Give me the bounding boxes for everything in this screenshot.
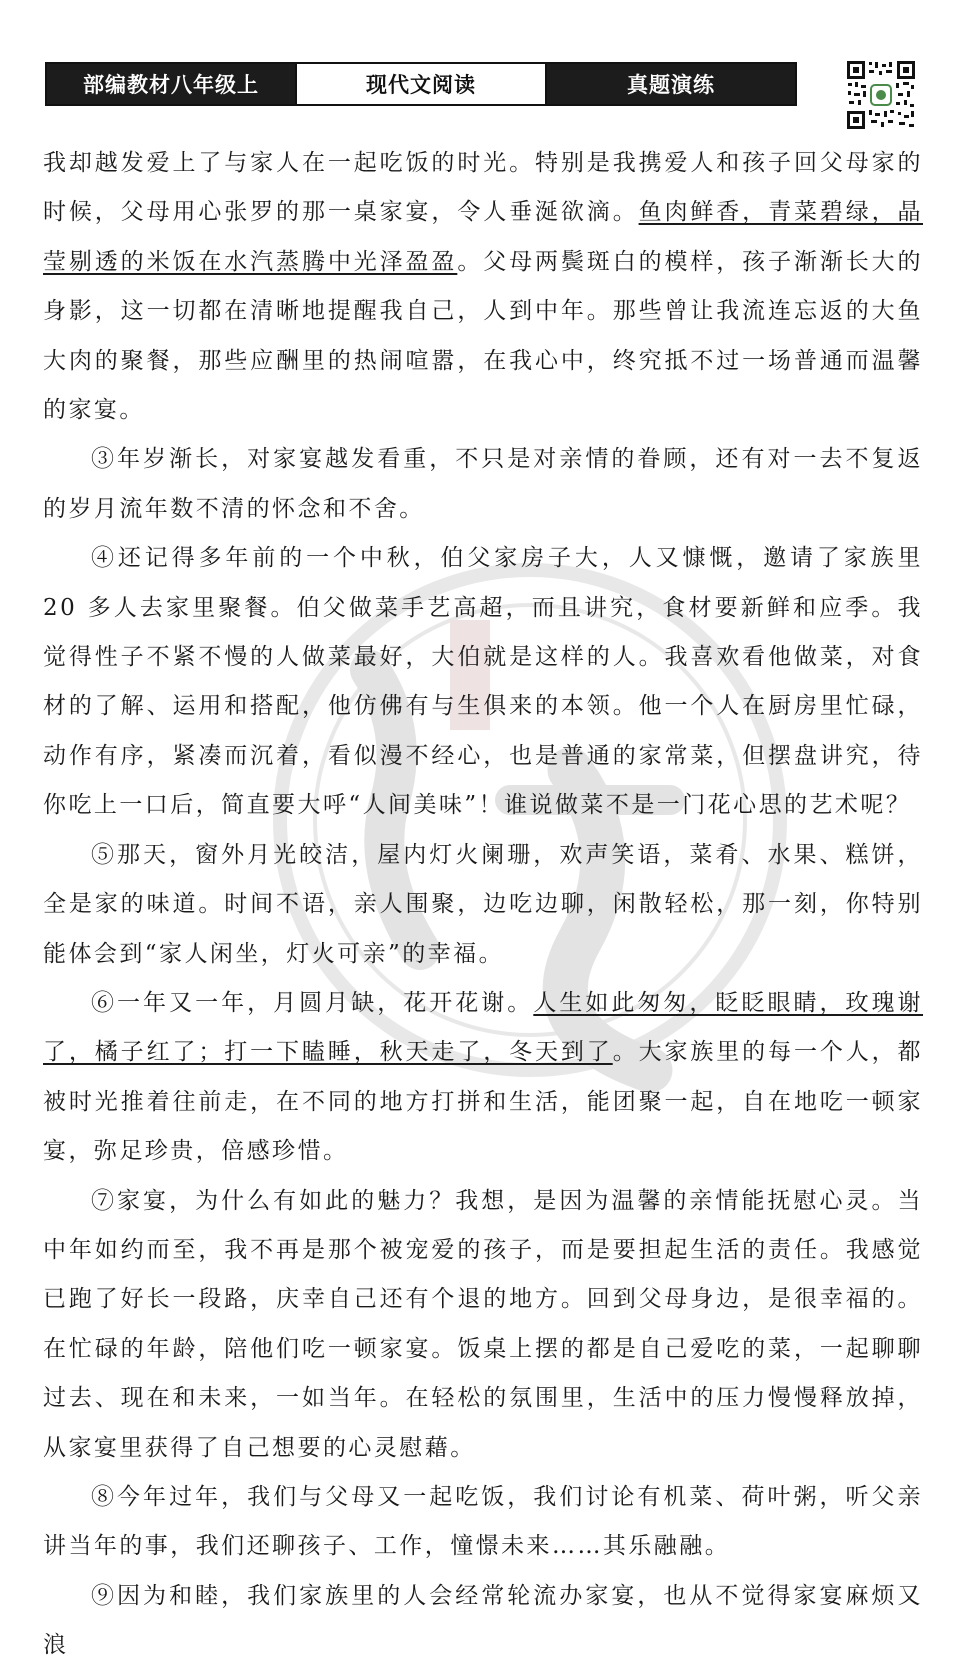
header-bar [45,62,797,106]
paragraph-3 [43,435,923,534]
header-subject-label: 现代文阅读 [295,64,547,104]
paragraph-number: ④ [91,545,118,572]
paragraph-text: 。父母两鬓斑白的模样，孩子渐渐长大的身影，这一切都在清晰地提醒我自己，人到中年。那些曾让我流连忘返的大鱼大肉的聚餐，那些应酬里的热闹喧嚣，在我心中，终究抵不过一场普通而温馨的家宴。 [43,248,923,424]
paragraph-6 [43,979,923,1177]
paragraph-text: 一年又一年，月圆月缺，花开花谢。 [117,989,534,1016]
paragraph-text: 。大家族里的每一个人，都被时光推着往前走，在不同的地方打拼和生活，能团聚一起，自在地吃一顿家宴，弥足珍贵，倍感珍惜。 [43,1039,923,1165]
paragraph-text: 因为和睦，我们家族里的人会经常轮流办家宴，也从不觉得家宴麻烦又浪 [43,1582,924,1659]
qr-code-icon [846,60,916,130]
paragraph-text: 我却越发爱上了与家人在一起吃饭的时光。特别是我携爱人和孩子回父母家的时候，父母用心张罗的那一桌家宴，令人垂涎欲滴。 [43,150,923,226]
paragraph-9 [43,1572,923,1671]
article-body [43,139,923,1671]
paragraph-text: 年岁渐长，对家宴越发看重，不只是对亲情的眷顾，还有对一去不复返的岁月流年数不清的怀念和不舍。 [43,446,924,522]
paragraph-2-continued [43,139,923,435]
paragraph-text: 那天，窗外月光皎洁，屋内灯火阑珊，欢声笑语，菜肴、水果、糕饼，全是家的味道。时间不语，亲人围聚，边吃边聊，闲散轻松，那一刻，你特别能体会到“家人闲坐，灯火可亲”的幸福。 [43,841,924,967]
paragraph-text: 今年过年，我们与父母又一起吃饭，我们讨论有机菜、荷叶粥，听父亲讲当年的事，我们还聊孩子、工作，憧憬未来……其乐融融。 [43,1483,924,1560]
underlined-sentence: 人生如此匆匆，眨眨眼睛，玫瑰谢了，橘子红了；打一下瞌睡，秋天走了，冬天到了 [43,989,924,1066]
paragraph-7 [43,1177,923,1473]
paragraph-4 [43,534,923,830]
paragraph-5 [43,831,923,979]
paragraph-number: ⑨ [91,1582,118,1609]
header-grade-label: 部编教材八年级上 [47,64,295,104]
paragraph-number: ⑦ [91,1187,118,1214]
paragraph-number: ⑧ [91,1483,118,1510]
paragraph-text: 还记得多年前的一个中秋，伯父家房子大，人又慷慨，邀请了家族里 20 多人去家里聚餐。伯父做菜手艺高超，而且讲究，食材要新鲜和应季。我觉得性子不紧不慢的人做菜最好，大伯就是这样的人。我喜欢看他做菜，对食材的了解、运用和搭配，他仿佛有与生俱来的本领。他一个人在厨房里忙碌，动作有序，紧凑而沉着，看似漫不经心，也是普通的家常菜，但摆盘讲究，待你吃上一口后，简直要大呼“人间美味”！谁说做菜不是一门花心思的艺术呢？ [43,545,924,819]
paragraph-number: ⑥ [91,989,118,1016]
header-section-label: 真题演练 [547,64,795,104]
paragraph-8 [43,1473,923,1572]
paragraph-number: ③ [91,446,118,473]
paragraph-text: 家宴，为什么有如此的魅力？我想，是因为温馨的亲情能抚慰心灵。当中年如约而至，我不再是那个被宠爱的孩子，而是要担起生活的责任。我感觉已跑了好长一段路，庆幸自己还有个退的地方。回到父母身边，是很幸福的。在忙碌的年龄，陪他们吃一顿家宴。饭桌上摆的都是自己爱吃的菜，一起聊聊过去、现在和未来，一如当年。在轻松的氛围里，生活中的压力慢慢释放掉，从家宴里获得了自己想要的心灵慰藉。 [43,1187,924,1461]
underlined-sentence: 鱼肉鲜香，青菜碧绿，晶莹剔透的米饭在水汽蒸腾中光泽盈盈 [43,199,923,275]
paragraph-number: ⑤ [91,841,118,868]
